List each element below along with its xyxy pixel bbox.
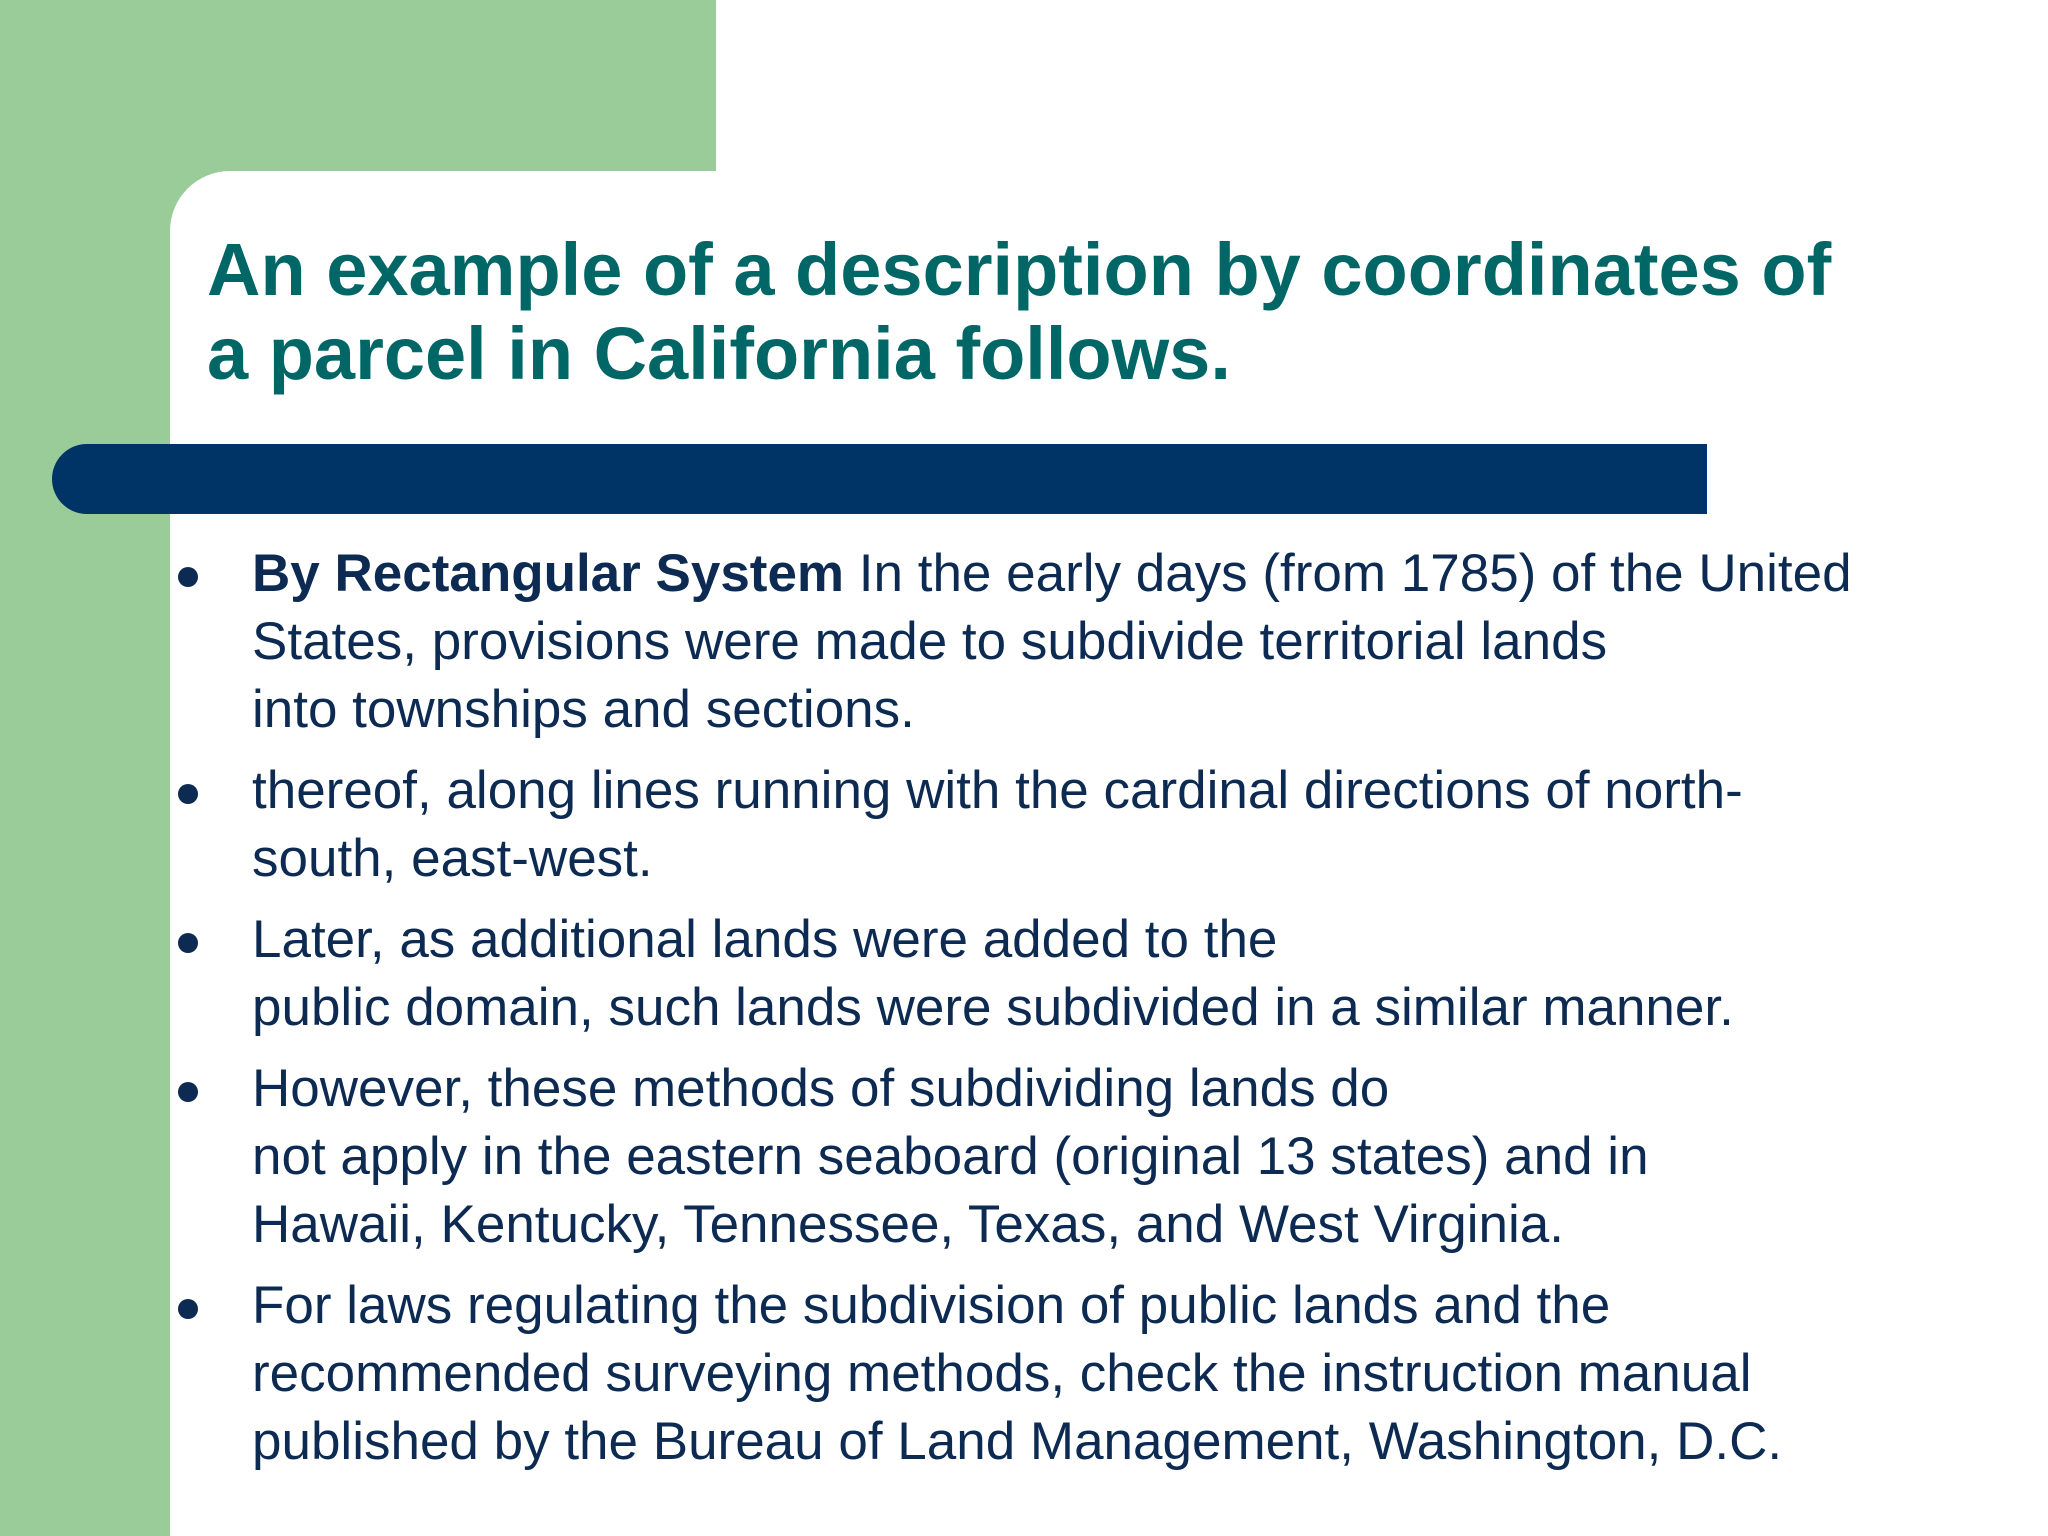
bullet-text-1	[252, 540, 2042, 744]
bullet-dot-icon	[178, 1082, 198, 1102]
bullet-3-line-1: Later, as additional lands were added to the	[252, 910, 1278, 969]
bullet-text-3	[252, 906, 2042, 1042]
bullet-item-1	[0, 540, 1852, 744]
bullet-1-line-1-rest: In the early days (from 1785) of the United	[844, 544, 1852, 603]
bullet-text-2	[252, 757, 2042, 893]
bullet-list	[0, 540, 1852, 1489]
bullet-5-line-3: published by the Bureau of Land Management, Washington, D.C.	[252, 1412, 1783, 1471]
bullet-3-line-2: public domain, such lands were subdivided in a similar manner.	[252, 978, 1734, 1037]
bullet-5-line-1: For laws regulating the subdivision of public lands and the	[252, 1276, 1611, 1335]
bullet-1-line-3: into townships and sections.	[252, 680, 915, 739]
bullet-dot-icon	[178, 567, 198, 587]
bullet-1-lead: By Rectangular System	[252, 544, 845, 603]
bullet-dot-icon	[178, 784, 198, 804]
bullet-1-line-2: States, provisions were made to subdivide territorial lands	[252, 612, 1608, 671]
bullet-item-4	[0, 1055, 1790, 1259]
bullet-1-line-1	[252, 540, 2042, 608]
bullet-text-5	[252, 1272, 2042, 1476]
slide-title-line-2: a parcel in California follows.	[207, 312, 1231, 395]
bullet-4-line-1: However, these methods of subdividing lands do	[252, 1059, 1390, 1118]
slide-title	[207, 228, 1957, 396]
bullet-4-line-2: not apply in the eastern seaboard (original 13 states) and in	[252, 1127, 1649, 1186]
bullet-item-2	[0, 757, 1790, 893]
bullet-2-line-1: thereof, along lines running with the cardinal directions of north-	[252, 761, 1743, 820]
bullet-2-line-2: south, east-west.	[252, 829, 653, 888]
slide-title-line-1: An example of a description by coordinates of	[207, 228, 1832, 311]
title-divider-bar	[52, 444, 1707, 514]
bullet-item-3	[0, 906, 1790, 1042]
bullet-text-4	[252, 1055, 2042, 1259]
bullet-dot-icon	[178, 933, 198, 953]
bullet-item-5	[0, 1272, 1790, 1476]
bullet-dot-icon	[178, 1299, 198, 1319]
bullet-4-line-3: Hawaii, Kentucky, Tennessee, Texas, and West Virginia.	[252, 1195, 1564, 1254]
bullet-5-line-2: recommended surveying methods, check the instruction manual	[252, 1344, 1752, 1403]
